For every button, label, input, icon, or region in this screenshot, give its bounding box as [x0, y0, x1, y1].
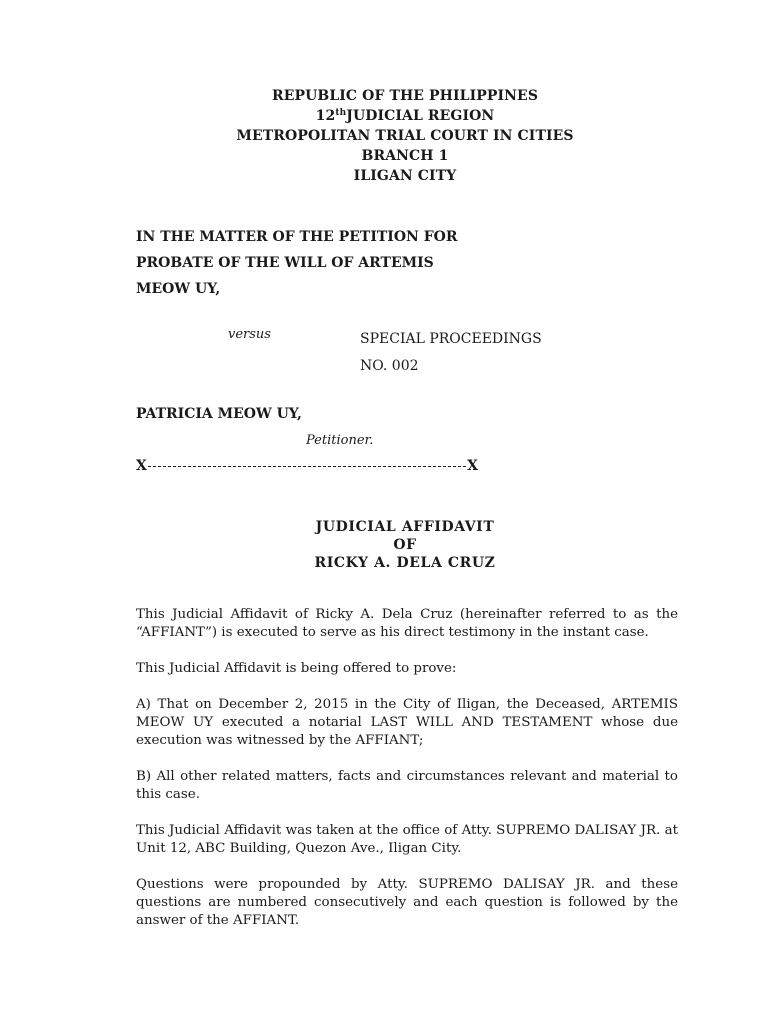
paragraph: This Judicial Affidavit is being offered to prove:: [136, 661, 457, 676]
separator-start: X: [136, 458, 147, 474]
caption-separator: [136, 458, 478, 474]
caption-line: PROBATE OF THE WILL OF ARTEMIS: [136, 255, 434, 271]
party-role: Petitioner.: [306, 433, 374, 448]
header-republic: REPUBLIC OF THE PHILIPPINES: [271, 88, 539, 104]
header-city: ILIGAN CITY: [353, 168, 457, 184]
caption-line: IN THE MATTER OF THE PETITION FOR: [136, 229, 458, 245]
header-region-suffix: th: [335, 108, 347, 118]
paragraph: This Judicial Affidavit was taken at the office of Atty. SUPREMO DALISAY JR. at Unit 12, ABC Building, Quezon Ave., Iligan City.: [136, 823, 678, 856]
header-court: METROPOLITAN TRIAL COURT IN CITIES: [236, 128, 574, 144]
case-type: SPECIAL PROCEEDINGS: [360, 331, 542, 347]
title-line-2: OF: [393, 537, 417, 553]
paragraph: A) That on December 2, 2015 in the City of Iligan, the Deceased, ARTEMIS MEOW UY executed a notarial LAST WILL AND TESTAMENT whose due execution was witnessed by the AFFIANT;: [136, 697, 678, 748]
header-region-number: 12: [315, 108, 336, 124]
header-branch: BRANCH 1: [361, 148, 449, 164]
court-header: [0, 86, 768, 186]
title-line-1: JUDICIAL AFFIDAVIT: [315, 519, 495, 535]
paragraph: This Judicial Affidavit of Ricky A. Dela Cruz (hereinafter referred to as the “AFFIANT”) is executed to serve as his direct testimony in the instant case.: [136, 607, 678, 640]
separator-end: X: [467, 458, 478, 474]
case-number: NO. 002: [360, 358, 419, 374]
paragraph: B) All other related matters, facts and circumstances relevant and material to this case.: [136, 769, 678, 802]
case-info: [360, 326, 542, 380]
document-title: [0, 518, 768, 572]
affidavit-body: [136, 606, 678, 948]
header-region: [0, 106, 768, 126]
header-region-label: JUDICIAL REGION: [346, 108, 495, 124]
case-caption-title: [136, 224, 458, 302]
party-name: PATRICIA MEOW UY,: [136, 406, 302, 422]
separator-dash-line: [148, 466, 466, 467]
paragraph: Questions were propounded by Atty. SUPREMO DALISAY JR. and these questions are numbered consecutively and each question is followed by the answer of the AFFIANT.: [136, 877, 678, 928]
caption-line: MEOW UY,: [136, 281, 221, 297]
versus-label: versus: [228, 327, 271, 342]
title-line-3: RICKY A. DELA CRUZ: [314, 555, 496, 571]
